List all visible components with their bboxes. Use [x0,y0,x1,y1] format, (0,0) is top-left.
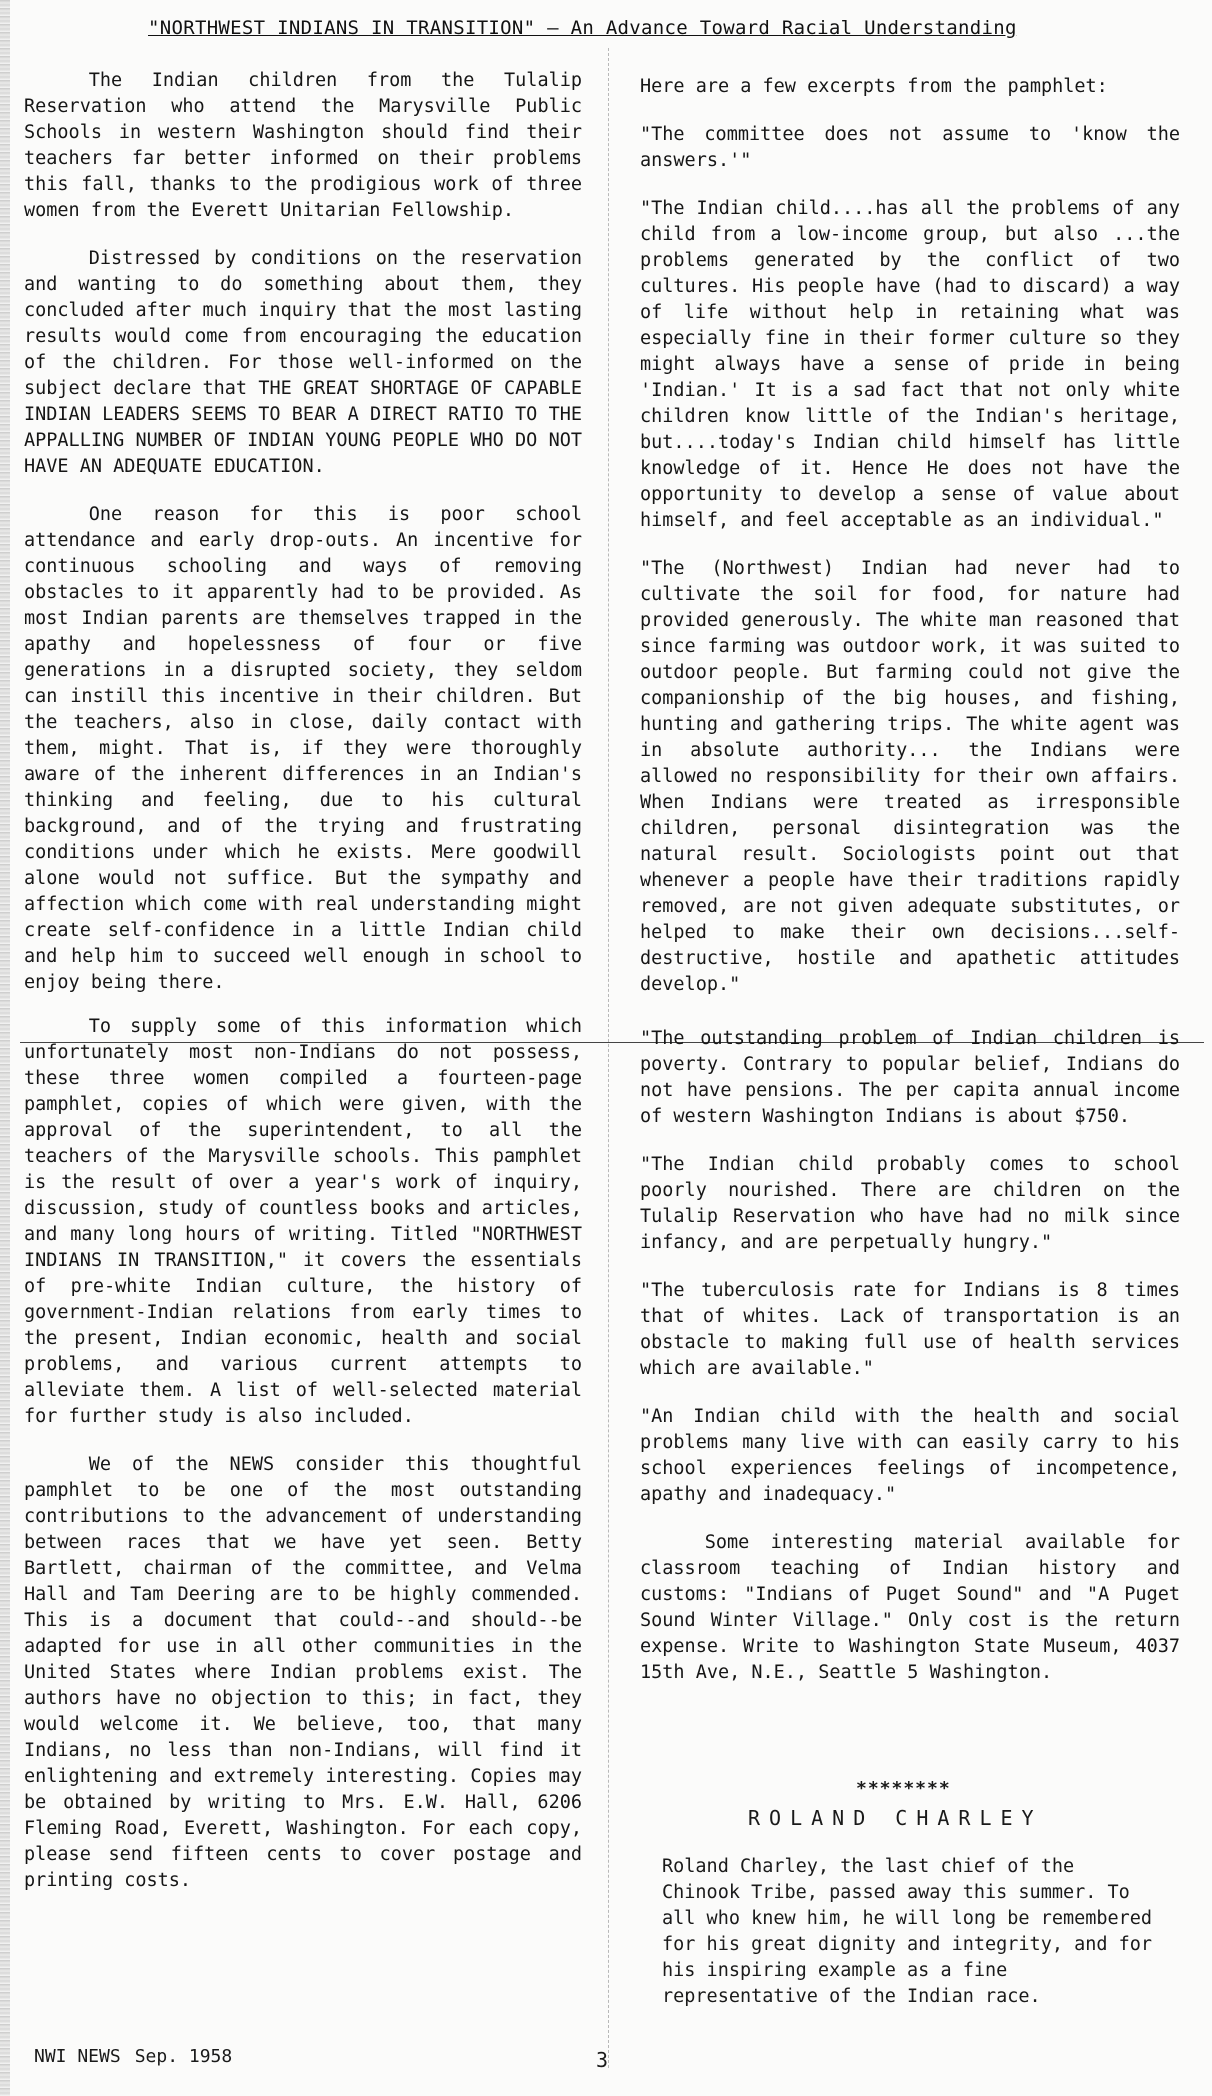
left-paragraph-4: To supply some of this information which unfortunately most non-Indians do not possess, these three women compiled a fourteen-page pamphlet, copies of which were given, with the approval of the superintendent, to all the teachers of the Marysville schools. This pamphlet is the result of over a year's work of inquiry, discussion, study of countless books and articles, and many long hours of writing. Titled "NORTHWEST INDIANS IN TRANSITION," it covers the essentials of pre-white Indian culture, the history of government-Indian relations from early times to the present, Indian economic, health and social problems, and various current attempts to alleviate them. A list of well-selected material for further study is also included. [24,1016,594,1427]
article-headline: "NORTHWEST INDIANS IN TRANSITION" — An Advance Toward Racial Understanding [148,17,1017,39]
left-paragraph-5: We of the NEWS consider this thoughtful pamphlet to be one of the most outstanding contributions to the advancement of understanding between races that we have yet seen. Betty Bartlett, chairman of the committee, and Velma Hall and Tam Deering are to be highly commended. This is a document that could--and should--be adapted for use in all other communities in the United States where Indian problems exist. The authors have no objection to this; in fact, they would welcome it. We believe, too, that many Indians, no less than non-Indians, will find it enlightening and extremely interesting. Copies may be obtained by writing to Mrs. E.W. Hall, 6206 Fleming Road, Everett, Washington. For each copy, please send fifteen cents to cover postage and printing costs. [24,1454,594,1891]
excerpt-health-problems: "An Indian child with the health and social problems many live with can easily carry to his school experiences feelings of incompetence, apathy and inadequacy." [640,1406,1192,1505]
excerpt-northwest-indian: "The (Northwest) Indian had never had to cultivate the soil for food, for nature had provided generously. The white man reasoned that since farming was outdoor work, it was suited to outdoor people. But farming could not give the companionship of the big houses, and fishing, hunting and gathering trips. The white agent was in absolute authority... the Indians were allowed no responsibility for their own affairs. When Indians were treated as irresponsible children, personal disintegration was the natural result. Sociologists point out that whenever a people have their traditions rapidly removed, are not given adequate substitutes, or helped to make their own decisions...self-destructive, hostile and apathetic attitudes develop." [640,558,1192,995]
right-intro: Here are a few excerpts from the pamphlet: [640,76,1108,97]
excerpt-indian-child: "The Indian child....has all the problems of any child from a low-income group, but also ...the problems generated by the conflict of two cultures. His people have (had to discard) a way of life without help in retaining what was especially fine in their former culture so they might always have a sense of pride in being 'Indian.' It is a sad fact that not only white children know little of the Indian's heritage, but....today's Indian child himself has little knowledge of it. Hence He does not have the opportunity to develop a sense of value about himself, and feel acceptable as an individual." [640,198,1192,531]
left-column [24,68,594,1916]
obituary-title: ROLAND CHARLEY [748,1806,1043,1830]
publication-name: NWI NEWS [34,2046,121,2067]
left-paragraph-2: Distressed by conditions on the reservation and wanting to do something about them, they concluded after much inquiry that the most lasting results would come from encouraging the education of the children. For those well-informed on the subject declare that THE GREAT SHORTAGE OF CAPABLE INDIAN LEADERS SEEMS TO BEAR A DIRECT RATIO TO THE APPALLING NUMBER OF INDIAN YOUNG PEOPLE WHO DO NOT HAVE AN ADEQUATE EDUCATION. [24,248,594,477]
left-paragraph-3: One reason for this is poor school attendance and early drop-outs. An incentive for continuous schooling and ways of removing obstacles to it apparently had to be provided. As most Indian parents are themselves trapped in the apathy and hopelessness of four or five generations in a disrupted society, they seldom can instill this incentive in their children. But the teachers, also in close, daily contact with them, might. That is, if they were thoroughly aware of the inherent differences in an Indian's thinking and feeling, due to his cultural background, and of the trying and frustrating conditions under which he exists. Mere goodwill alone would not suffice. But the sympathy and affection which come with real understanding might create self-confidence in a little Indian child and help him to succeed well enough in school to enjoy being there. [24,504,594,993]
obituary-separator: ******** [856,1778,951,1799]
teaching-material-note: Some interesting material available for classroom teaching of Indian history and customs: "Indians of Puget Sound" and "A Puget Sound Winter Village." Only cost is the return expense. Write to Washington State Museum, 4037 15th Ave, N.E., Seattle 5 Washington. [640,1532,1192,1683]
excerpt-committee: "The committee does not assume to 'know the answers.'" [640,124,1192,171]
page-footer [34,2046,232,2067]
left-paragraph-1: The Indian children from the Tulalip Reservation who attend the Marysville Public Schools in western Washington should find their teachers far better informed on their problems this fall, thanks to the prodigious work of three women from the Everett Unitarian Fellowship. [24,70,594,221]
excerpt-tuberculosis: "The tuberculosis rate for Indians is 8 times that of whites. Lack of transportation is an obstacle to making full use of health services which are available." [640,1280,1192,1379]
excerpt-nourishment: "The Indian child probably comes to school poorly nourished. There are children on the Tulalip Reservation who have had no milk since infancy, and are perpetually hungry." [640,1154,1192,1253]
right-column [640,74,1192,1708]
photocopy-edge [0,0,10,2096]
obituary-body: Roland Charley, the last chief of the Chinook Tribe, passed away this summer. To all who knew him, he will long be remembered for his great dignity and integrity, and for his inspiring example as a fine representative of the Indian race. [662,1856,1164,2007]
issue-date: Sep. 1958 [134,2046,233,2067]
column-divider [608,48,609,2068]
page-number: 3 [596,2048,609,2072]
excerpt-poverty: "The outstanding problem of Indian children is poverty. Contrary to popular belief, Indians do not have pensions. The per capita annual income of western Washington Indians is about $750. [640,1028,1192,1127]
